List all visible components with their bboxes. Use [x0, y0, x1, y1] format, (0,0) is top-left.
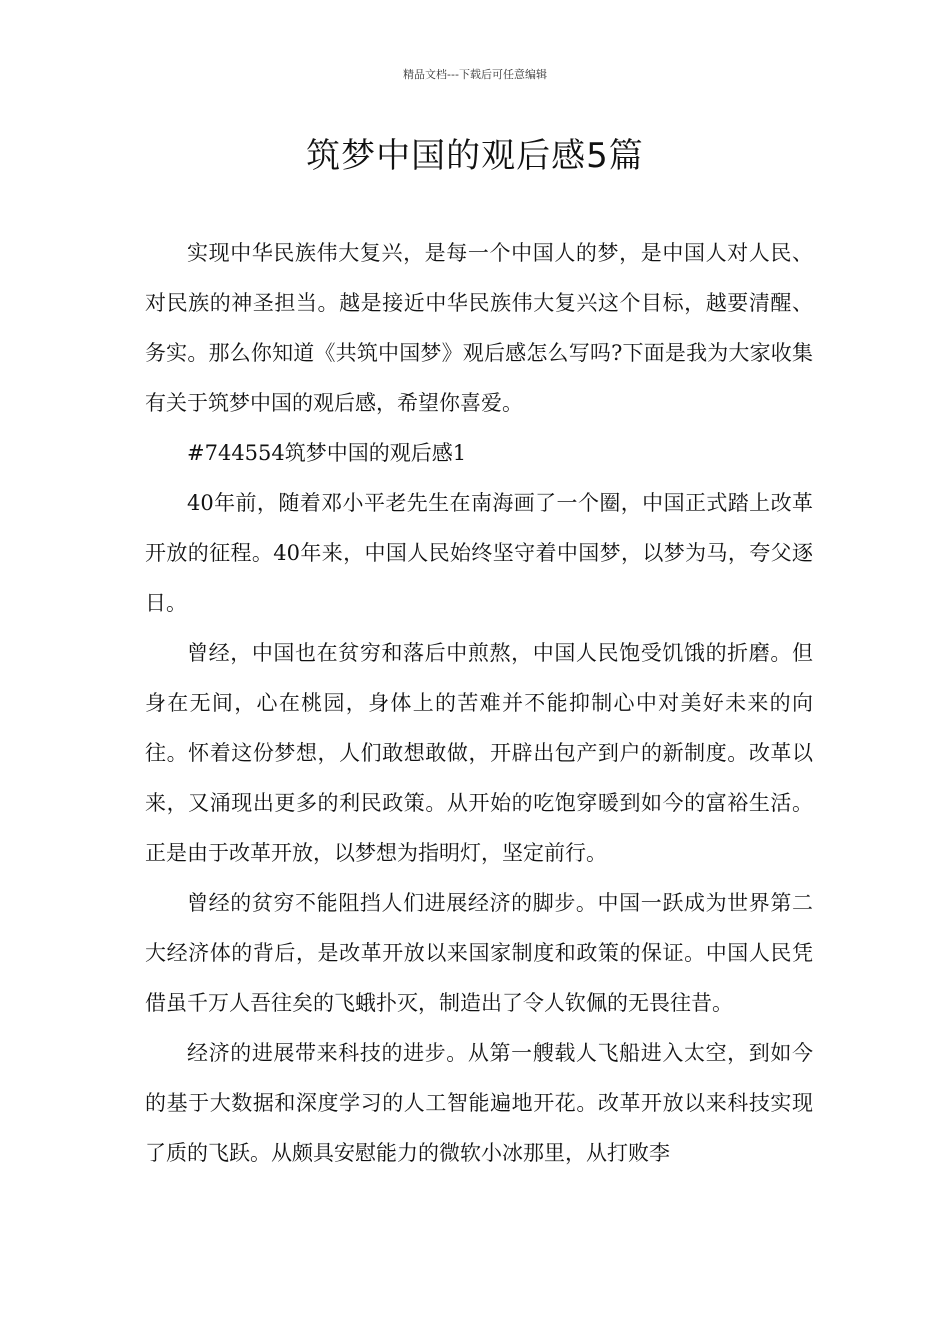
section-heading: #744554筑梦中国的观后感1 [187, 441, 467, 465]
header-note: 精品文档---下载后可任意编辑 [403, 68, 547, 81]
document-body [145, 228, 813, 1178]
paragraph: 经济的进展带来科技的进步。从第一艘载人飞船进入太空，到如今的基于大数据和深度学习的人工智能遍地开花。改革开放以来科技实现了质的飞跃。从颇具安慰能力的微软小冰那里，从打败李 [145, 1041, 813, 1165]
document-title: 筑梦中国的观后感5篇 [306, 136, 644, 176]
paragraph: 40年前，随着邓小平老先生在南海画了一个圈，中国正式踏上改革开放的征程。40年来，中国人民始终坚守着中国梦，以梦为马，夸父逐日。 [145, 491, 813, 615]
paragraph-intro: 实现中华民族伟大复兴，是每一个中国人的梦，是中国人对人民、对民族的神圣担当。越是接近中华民族伟大复兴这个目标，越要清醒、务实。那么你知道《共筑中国梦》观后感怎么写吗?下面是我为大家收集有关于筑梦中国的观后感，希望你喜爱。 [145, 241, 813, 415]
paragraph: 曾经的贫穷不能阻挡人们进展经济的脚步。中国一跃成为世界第二大经济体的背后，是改革开放以来国家制度和政策的保证。中国人民凭借虽千万人吾往矣的飞蛾扑灭，制造出了令人钦佩的无畏往昔。 [145, 891, 813, 1015]
paragraph: 曾经，中国也在贫穷和落后中煎熬，中国人民饱受饥饿的折磨。但身在无间，心在桃园，身体上的苦难并不能抑制心中对美好未来的向往。怀着这份梦想，人们敢想敢做，开辟出包产到户的新制度。改革以来，又涌现出更多的利民政策。从开始的吃饱穿暖到如今的富裕生活。正是由于改革开放，以梦想为指明灯，坚定前行。 [145, 641, 813, 865]
